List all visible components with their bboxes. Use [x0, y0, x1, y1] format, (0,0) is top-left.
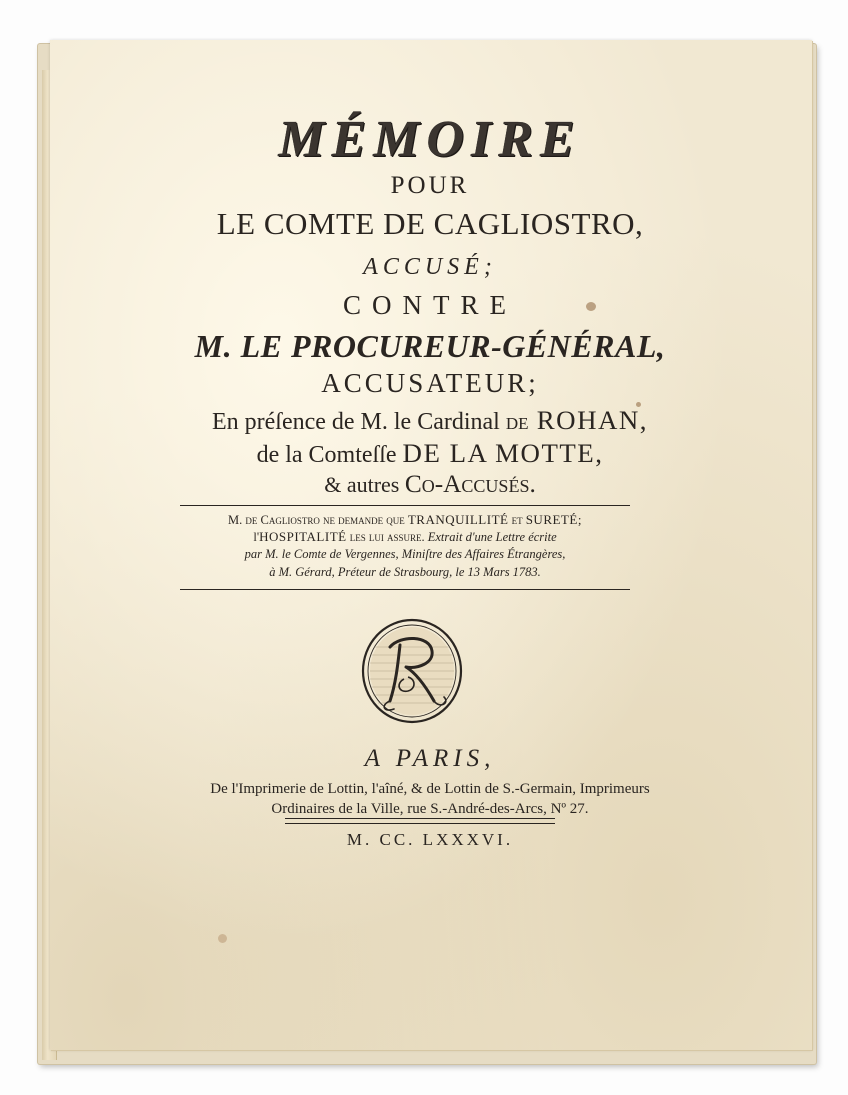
accusateur-line: ACCUSATEUR; [321, 368, 539, 398]
comtesse-prefix: de la Comteſſe [256, 442, 403, 468]
comtesse-name: DE LA MOTTE, [402, 438, 604, 468]
adversary-line: M. LE PROCUREUR-GÉNÉRAL, [194, 328, 666, 364]
epigraph-bottom-rule [180, 589, 630, 590]
epigraph-line-1 [180, 512, 630, 528]
contre-line: CONTRE [343, 290, 517, 320]
epigraph-line-3: par M. le Comte de Vergennes, Miniſtre des Affaires Étrangères, [244, 547, 566, 561]
epigraph-line-4: à M. Gérard, Préteur de Strasbourg, le 13 Mars 1783. [269, 565, 541, 579]
presence-name: ROHAN, [528, 405, 649, 435]
pour-line: POUR [390, 172, 470, 199]
epigraph-text: l' [253, 530, 260, 544]
monogram-seal-icon [360, 617, 464, 725]
epigraph-emphasis: HOSPITALITÉ [259, 529, 347, 544]
epigraph-text: et [508, 513, 526, 527]
imprint-double-rule [285, 818, 555, 824]
epigraph-top-rule [180, 505, 630, 506]
epigraph-text: les lui assure. [346, 530, 428, 544]
comtesse-line [150, 438, 710, 469]
accuse-line: ACCUSÉ; [363, 254, 497, 280]
co-accuses: Co-Accusés. [404, 470, 536, 498]
imprint-city: A PARIS, [364, 745, 496, 772]
imprint-year: M. CC. LXXXVI. [346, 830, 514, 849]
autres-line [150, 470, 710, 499]
epigraph-text: M. de Cagliostro ne demande que [228, 513, 408, 527]
epigraph-text: Extrait d'une Lettre écrite [427, 530, 557, 544]
subject-line: LE COMTE DE CAGLIOSTRO, [216, 206, 644, 241]
presence-line [150, 405, 710, 436]
presence-de: de [505, 409, 529, 435]
document-title: MÉMOIRE [278, 111, 582, 168]
imprint-ordinaires-line: Ordinaires de la Ville, rue S.-André-des-Arcs, Nº 27. [271, 801, 589, 817]
epigraph-emphasis: TRANQUILLITÉ [407, 512, 509, 527]
autres-prefix: & autres [324, 472, 405, 497]
epigraph-line-2 [180, 529, 630, 545]
epigraph-emphasis: SURETÉ; [525, 512, 582, 527]
imprint-printer-line: De l'Imprimerie de Lottin, l'aîné, & de Lottin de S.-Germain, Imprimeurs [210, 781, 650, 797]
presence-prefix: En préſence de M. le Cardinal [211, 409, 506, 435]
